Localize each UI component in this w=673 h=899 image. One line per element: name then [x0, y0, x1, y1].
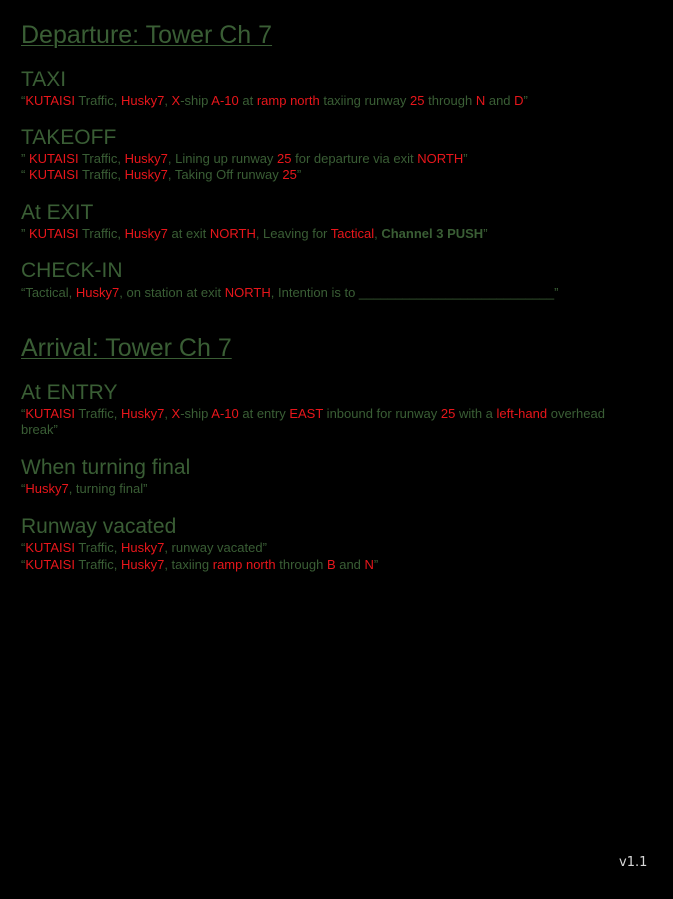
checkin-heading: CHECK-IN: [21, 259, 123, 282]
phrase-text: “: [21, 540, 26, 555]
phrase-text: ”: [21, 226, 29, 241]
phrase-text: at exit: [167, 226, 210, 241]
phrase-text: Traffic,: [78, 167, 125, 182]
phrase-text: , Intention is to ___________________________”: [270, 285, 559, 300]
exit-heading: At EXIT: [21, 201, 94, 224]
highlight-term: Husky7: [124, 151, 168, 166]
final-heading: When turning final: [21, 456, 191, 479]
highlight-term: X: [171, 93, 181, 108]
highlight-term: KUTAISI: [28, 151, 79, 166]
highlight-term: Husky7: [124, 167, 168, 182]
phrase-text: and: [485, 93, 515, 108]
highlight-term: N: [364, 557, 374, 572]
phrase-text: -ship: [180, 93, 212, 108]
phrase-text: through: [424, 93, 476, 108]
highlight-term: KUTAISI: [25, 93, 75, 108]
taxi-call: [21, 93, 528, 109]
taxi-heading: TAXI: [21, 68, 67, 91]
phrase-text: with a: [455, 406, 497, 421]
vacated-heading: Runway vacated: [21, 515, 177, 538]
phrase-text: ”: [21, 151, 29, 166]
bold-term: Channel 3 PUSH: [381, 226, 484, 241]
highlight-term: 25: [410, 93, 425, 108]
highlight-term: Husky7: [120, 406, 165, 421]
highlight-term: EAST: [289, 406, 324, 421]
highlight-term: A-10: [211, 406, 239, 421]
phrase-text: ”: [373, 557, 379, 572]
phrase-text: “: [21, 167, 29, 182]
highlight-term: NORTH: [417, 151, 464, 166]
phrase-text: Traffic,: [74, 540, 121, 555]
final-call: [21, 481, 147, 497]
highlight-term: Husky7: [120, 557, 165, 572]
highlight-term: KUTAISI: [25, 557, 75, 572]
phrase-text: ”: [463, 151, 468, 166]
highlight-term: KUTAISI: [28, 167, 79, 182]
phrase-text: , on station at exit: [119, 285, 225, 300]
entry-heading: At ENTRY: [21, 381, 118, 404]
phrase-text: “: [21, 557, 26, 572]
departure-title: Departure: Tower Ch 7: [21, 21, 273, 49]
phrase-text: ,: [164, 93, 172, 108]
highlight-term: 25: [440, 406, 456, 421]
phrase-text: Traffic,: [74, 557, 121, 572]
highlight-term: A-10: [211, 93, 239, 108]
highlight-term: KUTAISI: [28, 226, 79, 241]
phrase-text: Traffic,: [74, 93, 121, 108]
phrase-text: , turning final”: [68, 481, 148, 496]
highlight-term: D: [514, 93, 524, 108]
phrase-text: “Tactical,: [21, 285, 76, 300]
phrase-text: at: [238, 93, 257, 108]
highlight-term: Tactical: [330, 226, 375, 241]
phrase-text: ”: [296, 167, 302, 182]
highlight-term: X: [171, 406, 181, 421]
phrase-text: taxiing runway: [319, 93, 411, 108]
highlight-term: Husky7: [120, 93, 165, 108]
highlight-term: Husky7: [25, 481, 69, 496]
phrase-text: inbound for runway: [323, 406, 441, 421]
phrase-text: -ship: [180, 406, 212, 421]
version-label: v1.1: [619, 855, 648, 870]
highlight-term: 25: [277, 151, 292, 166]
highlight-term: Husky7: [120, 540, 165, 555]
phrase-text: ”: [483, 226, 488, 241]
phrase-text: “: [21, 481, 26, 496]
highlight-term: Husky7: [75, 285, 120, 300]
takeoff-heading: TAKEOFF: [21, 126, 117, 149]
highlight-term: N: [475, 93, 486, 108]
phrase-text: for departure via exit: [291, 151, 418, 166]
taxi-in-call: [21, 557, 378, 573]
highlight-term: B: [326, 557, 336, 572]
highlight-term: NORTH: [209, 226, 256, 241]
exit-call: [21, 226, 488, 242]
phrase-text: , runway vacated”: [164, 540, 267, 555]
phrase-text: through: [275, 557, 327, 572]
checkin-call: [21, 285, 558, 301]
highlight-term: 25: [282, 167, 297, 182]
entry-call: [21, 406, 621, 438]
phrase-text: Traffic,: [74, 406, 121, 421]
phrase-text: Traffic,: [78, 151, 125, 166]
phrase-text: overhead break”: [21, 406, 605, 437]
phrase-text: and: [335, 557, 365, 572]
phrase-text: , Lining up runway: [167, 151, 278, 166]
highlight-term: ramp north: [212, 557, 276, 572]
phrase-text: , taxiing: [164, 557, 213, 572]
phrase-text: “: [21, 406, 26, 421]
highlight-term: left-hand: [496, 406, 548, 421]
arrival-title: Arrival: Tower Ch 7: [21, 334, 232, 362]
takeoff-call: [21, 167, 301, 183]
lineup-call: [21, 151, 468, 167]
phrase-text: ,: [374, 226, 382, 241]
highlight-term: KUTAISI: [25, 406, 75, 421]
phrase-text: , Taking Off runway: [167, 167, 283, 182]
phrase-text: ,: [164, 406, 172, 421]
phrase-text: Traffic,: [78, 226, 125, 241]
highlight-term: KUTAISI: [25, 540, 75, 555]
highlight-term: Husky7: [124, 226, 168, 241]
phrase-text: , Leaving for: [255, 226, 331, 241]
highlight-term: NORTH: [224, 285, 271, 300]
phrase-text: ”: [523, 93, 528, 108]
vacated-call: [21, 540, 267, 556]
phrase-text: at entry: [238, 406, 290, 421]
highlight-term: ramp north: [256, 93, 320, 108]
phrase-text: “: [21, 93, 26, 108]
